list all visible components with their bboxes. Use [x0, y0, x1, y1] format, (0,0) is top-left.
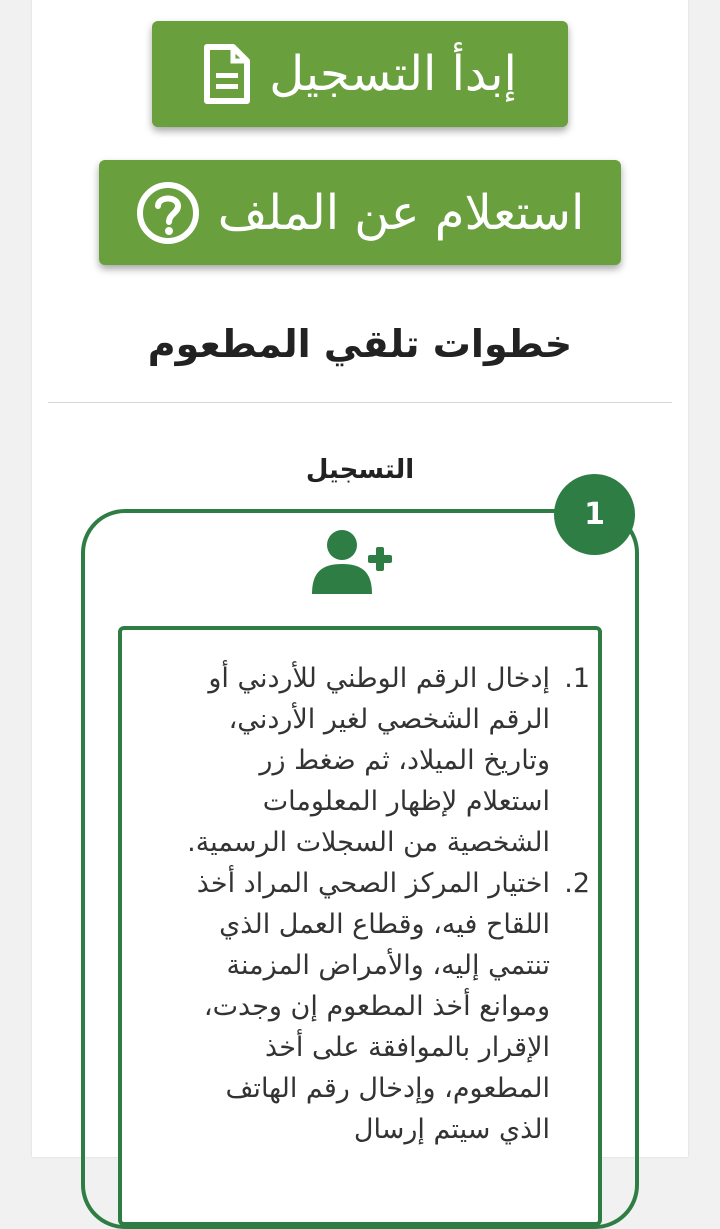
section-divider — [48, 402, 672, 403]
step-label: التسجيل — [305, 455, 415, 485]
list-item-text: إدخال الرقم الوطني للأردني أو الرقم الشخصي لغير الأردني، وتاريخ الميلاد، ثم ضغط زر استعلام لإظهار المعلومات الشخصية من السجلات الرسمية. — [187, 663, 550, 858]
list-item-text: اختيار المركز الصحي المراد أخذ اللقاح فيه، وقطاع العمل الذي تنتمي إليه، والأمراض المزمنة وموانع أخذ المطعوم إن وجدت، الإقرار بالموافقة على أخذ المطعوم، وإدخال رقم الهاتف الذي سيتم إرسال — [196, 868, 550, 1145]
list-item-number: 1. — [564, 663, 590, 694]
document-icon — [203, 43, 251, 105]
question-circle-icon — [136, 181, 200, 245]
user-plus-icon — [310, 528, 394, 596]
list-item-number: 2. — [564, 868, 590, 899]
file-inquiry-label: استعلام عن الملف — [217, 184, 585, 241]
start-registration-label: إبدأ التسجيل — [269, 46, 517, 102]
list-item — [160, 863, 590, 1150]
section-title: خطوات تلقي المطعوم — [147, 322, 573, 366]
instructions-list — [160, 658, 590, 1150]
file-inquiry-button[interactable] — [99, 160, 621, 265]
step-number-badge: 1 — [554, 474, 635, 555]
list-item — [160, 658, 590, 863]
start-registration-button[interactable] — [152, 21, 568, 127]
